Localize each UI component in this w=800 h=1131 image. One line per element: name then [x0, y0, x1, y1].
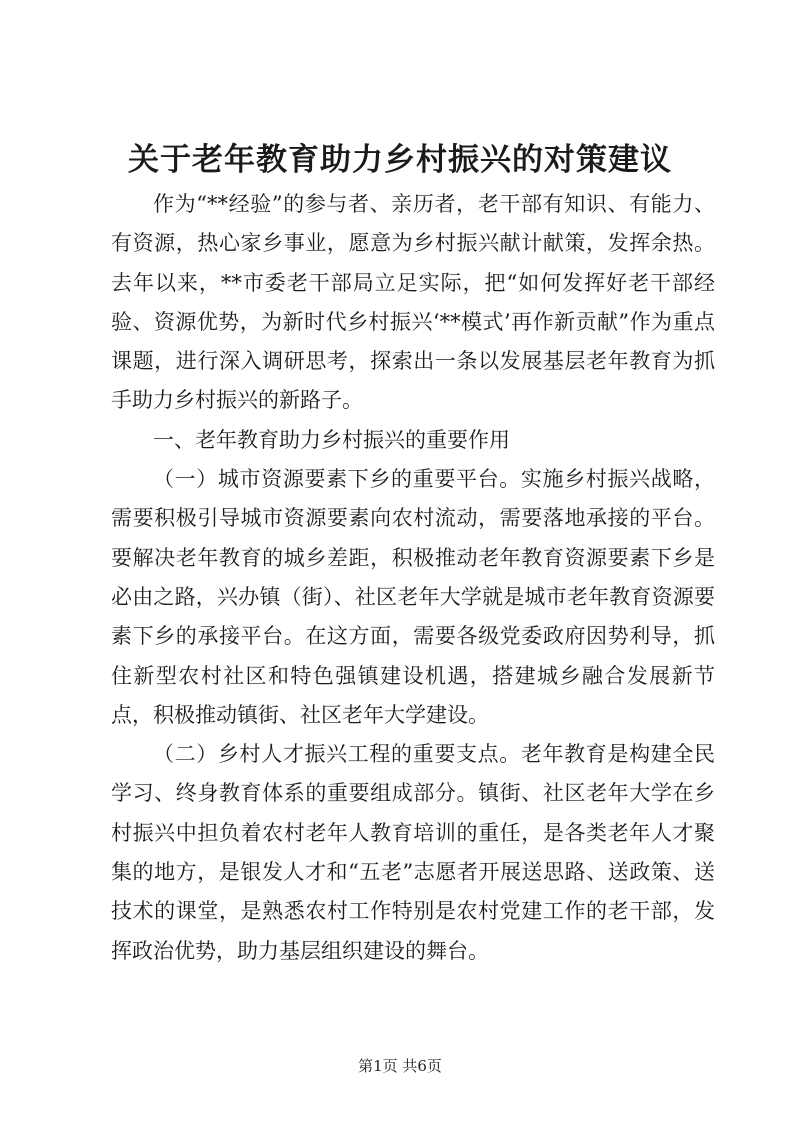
paragraph-point-2: （二）乡村人才振兴工程的重要支点。老年教育是构建全民学习、终身教育体系的重要组成部分。镇街、社区老年大学在乡村振兴中担负着农村老年人教育培训的重任，是各类老年人才聚集的地方，是银发人才和“五老”志愿者开展送思路、送政策、送技术的课堂，是熟悉农村工作特别是农村党建工作的老干部，发挥政治优势，助力基层组织建设的舞台。 — [111, 742, 715, 963]
section-heading: 一、老年教育助力乡村振兴的重要作用 — [153, 427, 510, 452]
paragraph-point-1: （一）城市资源要素下乡的重要平台。实施乡村振兴战略，需要积极引导城市资源要素向农村流动，需要落地承接的平台。要解决老年教育的城乡差距，积极推动老年教育资源要素下乡是必由之路，兴办镇（街）、社区老年大学就是城市老年教育资源要素下乡的承接平台。在这方面，需要各级党委政府因势利导，抓住新型农村社区和特色强镇建设机遇，搭建城乡融合发展新节点，积极推动镇街、社区老年大学建设。 — [111, 467, 715, 727]
document-body — [111, 185, 715, 971]
document-title: 关于老年教育助力乡村振兴的对策建议 — [128, 142, 672, 178]
paragraph-intro: 作为“**经验”的参与者、亲历者，老干部有知识、有能力、有资源，热心家乡事业，愿意为乡村振兴献计献策，发挥余热。去年以来，**市委老干部局立足实际，把“如何发挥好老干部经验、资源优势，为新时代乡村振兴‘**模式’再作新贡献”作为重点课题，进行深入调研思考，探索出一条以发展基层老年教育为抓手助力乡村振兴的新路子。 — [111, 192, 715, 413]
page-number-footer: 第1页 共6页 — [358, 1057, 442, 1075]
